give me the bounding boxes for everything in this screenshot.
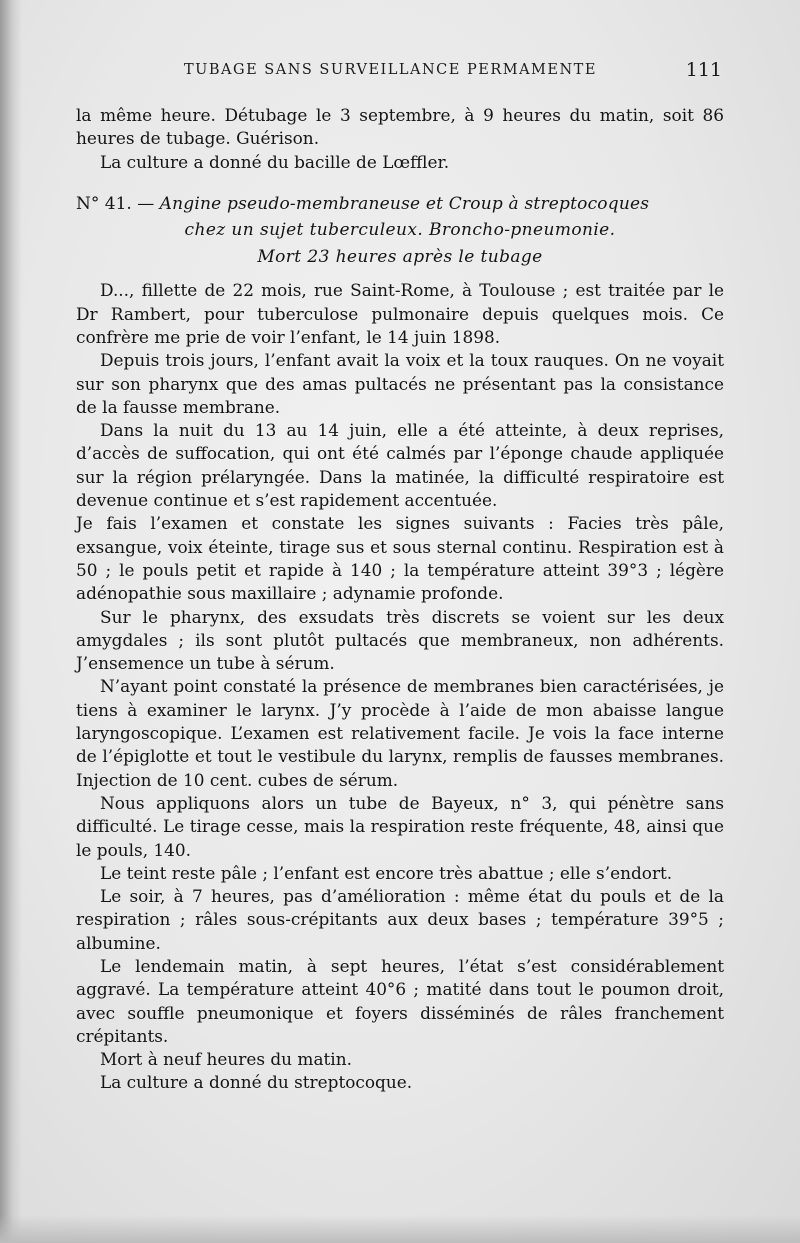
page-gutter-shadow (0, 0, 22, 1243)
paragraph-larynx: N’ayant point constaté la présence de membranes bien caractérisées, je tiens à examiner le larynx. J’y procède à l’aide de mon abaisse langue laryngoscopique. L’examen est relativement facile. Je vois la face interne de l’épiglotte et tout le vestibule du larynx, remplis de fausses membranes. Injection de 10 cent. cubes de sérum. (76, 676, 724, 790)
page-header (76, 60, 722, 84)
paragraph-final-culture: La culture a donné du streptocoque. (100, 1072, 413, 1093)
paragraph-tubage: Nous appliquons alors un tube de Bayeux, n° 3, qui pénètre sans difficulté. Le tirage cesse, mais la respiration reste fréquente, 48, ainsi que le pouls, 140. (76, 792, 724, 860)
paragraph-evening: Le soir, à 7 heures, pas d’amélioration : même état du pouls et de la respiration ; râles sous-crépitants aux deux bases ; température 39°5 ; albumine. (76, 886, 724, 953)
paragraph-patient: D..., fillette de 22 mois, rue Saint-Rome, à Toulouse ; est traitée par le Dr Rambert, pour tuberculose pulmonaire depuis quelques mois. Ce confrère me prie de voir l’enfant, le 14 juin 1898. (76, 280, 724, 347)
paragraph-history: Depuis trois jours, l’enfant avait la voix et la toux rauques. On ne voyait sur son pharynx que des amas pultacés ne présentant pas la consistance de la fausse membrane. (76, 350, 724, 417)
page-body (76, 104, 724, 1095)
page-number: 111 (685, 59, 722, 81)
case-title-line-1: Angine pseudo-membraneuse et Croup à streptocoques (159, 193, 650, 214)
case-title-line-3: Mort 23 heures après le tubage (257, 246, 543, 267)
paragraph-complexion: Le teint reste pâle ; l’enfant est encore très abattue ; elle s’endort. (100, 862, 673, 883)
paragraph-next-morning: Le lendemain matin, à sept heures, l’état s’est considérablement aggravé. La température atteint 40°6 ; matité dans tout le poumon droit, avec souffle pneumonique et foyers disséminés de râles franchement crépitants. (76, 956, 724, 1046)
paragraph-culture-result: La culture a donné du bacille de Lœffler. (100, 151, 450, 172)
paragraph-night-attack: Dans la nuit du 13 au 14 juin, elle a été atteinte, à deux reprises, d’accès de suffocation, qui ont été calmés par l’éponge chaude appliquée sur la région prélaryngée. Dans la matinée, la difficulté respiratoire est devenue continue et s’est rapidement accentuée. (76, 420, 724, 511)
case-heading (76, 191, 724, 271)
case-number: N° 41. — (76, 193, 155, 214)
paragraph-examination: Je fais l’examen et constate les signes suivants : Facies très pâle, exsangue, voix éteinte, tirage sus et sous sternal continu. Respiration est à 50 ; le pouls petit et rapide à 140 ; la température atteint 39°3 ; légère adénopathie sous maxillaire ; adynamie profonde. (76, 513, 724, 604)
page-bottom-shadow (0, 1215, 800, 1243)
paragraph-continuation: la même heure. Détubage le 3 septembre, à 9 heures du matin, soit 86 heures de tubage. Guérison. (76, 105, 724, 149)
paragraph-pharynx: Sur le pharynx, des exsudats très discrets se voient sur les deux amygdales ; ils sont plutôt pultacés que membraneux, non adhérents. J’ensemence un tube à sérum. (76, 606, 724, 674)
paragraph-death: Mort à neuf heures du matin. (100, 1049, 352, 1070)
running-head: TUBAGE SANS SURVEILLANCE PERMAMENTE (184, 62, 597, 78)
case-title-line-2: chez un sujet tuberculeux. Broncho-pneumonie. (184, 220, 616, 241)
